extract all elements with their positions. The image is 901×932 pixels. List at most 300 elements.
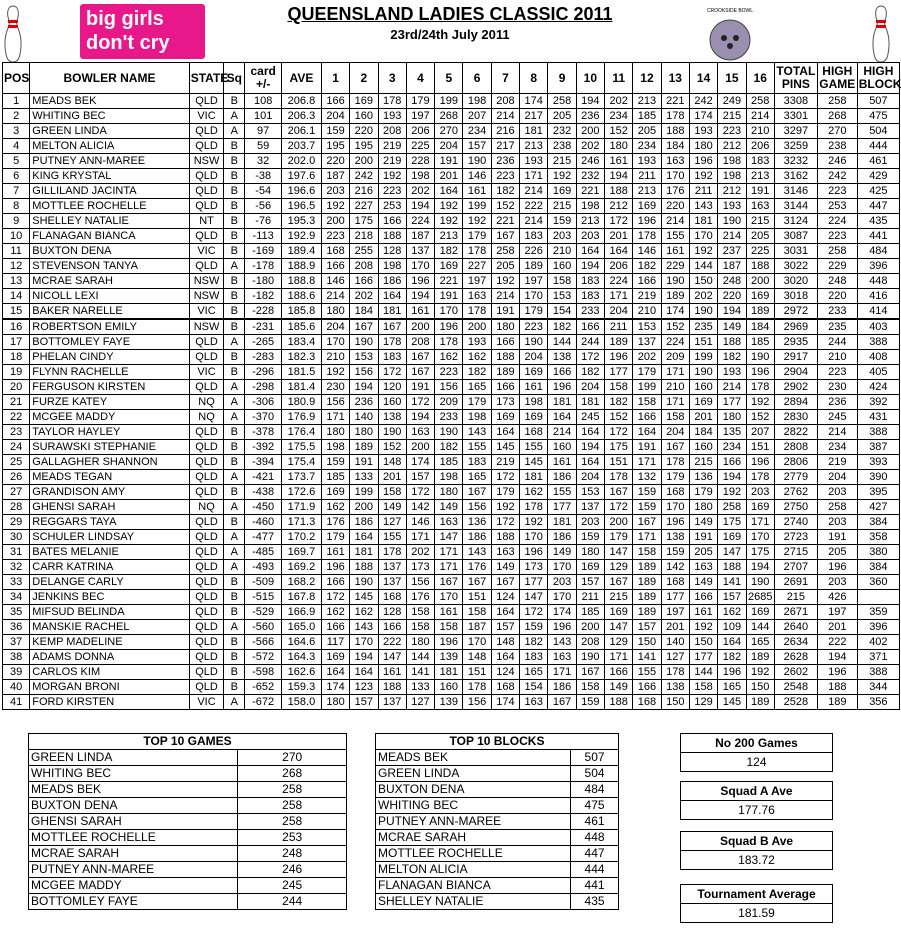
- table-cell: -515: [245, 590, 282, 605]
- table-cell: -485: [245, 545, 282, 560]
- table-cell: 192: [746, 395, 774, 410]
- table-cell: 189.4: [282, 244, 322, 259]
- table-cell: 2750: [774, 500, 817, 515]
- table-cell: 244: [817, 335, 857, 350]
- column-header: TOTAL PINS: [774, 63, 817, 94]
- table-cell: B: [224, 289, 245, 304]
- table-cell: 150: [689, 274, 717, 289]
- table-cell: 208: [378, 124, 406, 139]
- table-cell: 210: [817, 350, 857, 365]
- table-cell: 185: [633, 109, 661, 124]
- table-cell: 108: [245, 94, 282, 109]
- table-cell: 258: [491, 244, 519, 259]
- table-cell: 184: [689, 425, 717, 440]
- table-cell: 182: [548, 319, 576, 335]
- table-cell: 159: [548, 214, 576, 229]
- table-cell: 204: [520, 350, 548, 365]
- table-cell: 424: [857, 380, 899, 395]
- table-cell: 183: [378, 350, 406, 365]
- table-cell: 14: [3, 289, 30, 304]
- table-cell: 169: [548, 184, 576, 199]
- bowler-name-cell: CARLOS KIM: [30, 665, 189, 680]
- table-cell: 170: [435, 590, 463, 605]
- table-cell: 152: [661, 319, 689, 335]
- bowler-name-cell: MIFSUD BELINDA: [30, 605, 189, 620]
- score-cell: 244: [238, 894, 347, 910]
- table-cell: 194: [746, 560, 774, 575]
- table-cell: 258: [817, 244, 857, 259]
- table-cell: 192: [435, 199, 463, 214]
- list-item: [376, 766, 619, 782]
- table-row: [3, 319, 900, 335]
- table-cell: 152: [605, 410, 633, 425]
- table-cell: 145: [718, 695, 746, 710]
- table-cell: 136: [463, 515, 491, 530]
- bowler-name-cell: FORD KIRSTEN: [30, 695, 189, 710]
- table-cell: 155: [548, 485, 576, 500]
- table-cell: -296: [245, 365, 282, 380]
- table-cell: 154: [520, 680, 548, 695]
- table-cell: 200: [463, 319, 491, 335]
- table-cell: 187: [321, 169, 349, 184]
- table-cell: 204: [817, 470, 857, 485]
- table-cell: NQ: [189, 410, 224, 425]
- table-cell: 194: [718, 470, 746, 485]
- table-cell: 219: [633, 289, 661, 304]
- table-cell: -438: [245, 485, 282, 500]
- table-cell: 188: [491, 350, 519, 365]
- table-cell: 204: [605, 304, 633, 320]
- table-cell: 206.3: [282, 109, 322, 124]
- table-cell: B: [224, 229, 245, 244]
- table-cell: 167: [378, 319, 406, 335]
- table-cell: 137: [633, 335, 661, 350]
- table-cell: 181: [520, 124, 548, 139]
- table-cell: 151: [605, 455, 633, 470]
- table-cell: 416: [857, 289, 899, 304]
- table-cell: 179: [491, 485, 519, 500]
- table-cell: 193: [689, 124, 717, 139]
- table-cell: A: [224, 124, 245, 139]
- table-cell: 169: [520, 410, 548, 425]
- table-cell: 148: [491, 635, 519, 650]
- table-cell: 164.3: [282, 650, 322, 665]
- table-row: [3, 620, 900, 635]
- table-cell: 191: [406, 380, 434, 395]
- table-cell: -56: [245, 199, 282, 214]
- table-row: [3, 259, 900, 274]
- table-cell: 2969: [774, 319, 817, 335]
- table-cell: 177: [520, 575, 548, 590]
- table-header-row: [3, 63, 900, 94]
- bowler-name-cell: KING KRYSTAL: [30, 169, 189, 184]
- table-row: [3, 365, 900, 380]
- table-cell: 153: [633, 319, 661, 335]
- table-cell: 143: [463, 545, 491, 560]
- table-cell: 223: [817, 184, 857, 199]
- table-cell: 13: [3, 274, 30, 289]
- table-cell: 178: [378, 335, 406, 350]
- table-cell: 196: [718, 665, 746, 680]
- table-cell: 242: [350, 169, 378, 184]
- table-cell: 171: [633, 455, 661, 470]
- table-cell: 194: [718, 304, 746, 320]
- table-row: [3, 665, 900, 680]
- bowler-name-cell: FERGUSON KIRSTEN: [30, 380, 189, 395]
- table-cell: 27: [3, 485, 30, 500]
- table-cell: 135: [718, 425, 746, 440]
- table-cell: 138: [661, 680, 689, 695]
- table-cell: 234: [605, 109, 633, 124]
- table-cell: 194: [605, 169, 633, 184]
- column-header: 2: [350, 63, 378, 94]
- table-cell: 189: [817, 695, 857, 710]
- table-cell: 198: [321, 440, 349, 455]
- table-cell: 182: [718, 650, 746, 665]
- table-cell: 258: [746, 94, 774, 109]
- table-cell: 176: [661, 184, 689, 199]
- table-cell: 205: [548, 109, 576, 124]
- table-cell: -76: [245, 214, 282, 229]
- table-cell: 169: [746, 605, 774, 620]
- table-cell: B: [224, 244, 245, 259]
- table-cell: 186: [548, 680, 576, 695]
- table-cell: 138: [548, 350, 576, 365]
- table-cell: 196: [435, 635, 463, 650]
- table-cell: QLD: [189, 470, 224, 485]
- table-cell: 232: [576, 169, 604, 184]
- table-cell: 203: [321, 184, 349, 199]
- table-cell: 138: [378, 410, 406, 425]
- table-cell: 192: [689, 169, 717, 184]
- table-cell: -672: [245, 695, 282, 710]
- table-cell: 186: [463, 530, 491, 545]
- table-cell: 154: [548, 304, 576, 320]
- table-cell: 164: [491, 425, 519, 440]
- table-cell: 388: [857, 665, 899, 680]
- table-cell: 414: [857, 304, 899, 320]
- table-cell: 164: [718, 635, 746, 650]
- table-cell: 1: [3, 94, 30, 109]
- table-cell: 198: [406, 169, 434, 184]
- table-cell: 172: [321, 590, 349, 605]
- table-cell: 199: [350, 485, 378, 500]
- column-header: 1: [321, 63, 349, 94]
- table-cell: 151: [463, 590, 491, 605]
- table-cell: 169: [689, 395, 717, 410]
- table-cell: 3301: [774, 109, 817, 124]
- table-cell: 160: [350, 109, 378, 124]
- table-cell: B: [224, 304, 245, 320]
- table-cell: 233: [435, 410, 463, 425]
- table-cell: 213: [520, 139, 548, 154]
- table-cell: 237: [718, 244, 746, 259]
- table-cell: 195: [321, 139, 349, 154]
- bowler-name-cell: BAKER NARELLE: [30, 304, 189, 320]
- table-cell: B: [224, 139, 245, 154]
- table-row: [3, 425, 900, 440]
- table-cell: 190: [378, 425, 406, 440]
- table-cell: 188: [746, 259, 774, 274]
- table-cell: 200: [576, 124, 604, 139]
- table-cell: 393: [857, 455, 899, 470]
- table-cell: 221: [661, 94, 689, 109]
- table-cell: 196: [817, 560, 857, 575]
- table-cell: 8: [3, 199, 30, 214]
- table-cell: 194: [576, 440, 604, 455]
- table-cell: 165: [746, 635, 774, 650]
- table-cell: 161: [689, 605, 717, 620]
- table-cell: 507: [857, 94, 899, 109]
- table-cell: 168: [633, 695, 661, 710]
- bowler-name-cell: ADAMS DONNA: [30, 650, 189, 665]
- table-row: [3, 154, 900, 169]
- table-cell: 216: [350, 184, 378, 199]
- table-cell: 180: [689, 139, 717, 154]
- table-cell: 182.3: [282, 350, 322, 365]
- table-cell: 180: [350, 425, 378, 440]
- table-row: [3, 139, 900, 154]
- table-cell: 166: [718, 455, 746, 470]
- table-cell: -572: [245, 650, 282, 665]
- table-cell: 199: [463, 199, 491, 214]
- table-cell: 185.8: [282, 304, 322, 320]
- table-cell: 204: [321, 319, 349, 335]
- table-cell: 215: [774, 590, 817, 605]
- table-cell: 180: [491, 319, 519, 335]
- table-cell: 159: [661, 545, 689, 560]
- table-cell: 461: [857, 154, 899, 169]
- table-cell: 2779: [774, 470, 817, 485]
- table-cell: 181: [689, 214, 717, 229]
- table-cell: 179: [463, 395, 491, 410]
- table-cell: 169: [746, 500, 774, 515]
- table-cell: 189: [633, 575, 661, 590]
- table-cell: 188: [350, 560, 378, 575]
- table-cell: 3308: [774, 94, 817, 109]
- column-header: 14: [689, 63, 717, 94]
- table-cell: 9: [3, 214, 30, 229]
- table-cell: 429: [857, 169, 899, 184]
- table-cell: 161: [378, 665, 406, 680]
- bowler-name-cell: GREEN LINDA: [29, 750, 238, 766]
- table-cell: 117: [321, 635, 349, 650]
- table-cell: 232: [548, 124, 576, 139]
- table-cell: -477: [245, 530, 282, 545]
- table-row: [3, 545, 900, 560]
- table-cell: QLD: [189, 515, 224, 530]
- table-cell: 173.7: [282, 470, 322, 485]
- table-cell: 169: [633, 199, 661, 214]
- score-cell: 448: [571, 830, 619, 846]
- table-cell: 220: [350, 124, 378, 139]
- table-cell: 189: [633, 605, 661, 620]
- bowler-name-cell: PHELAN CINDY: [30, 350, 189, 365]
- table-cell: 167: [406, 365, 434, 380]
- table-cell: 226: [520, 244, 548, 259]
- table-cell: VIC: [189, 695, 224, 710]
- table-cell: 202.0: [282, 154, 322, 169]
- table-cell: 120: [378, 380, 406, 395]
- table-cell: 160: [548, 259, 576, 274]
- table-cell: 21: [3, 395, 30, 410]
- table-cell: QLD: [189, 620, 224, 635]
- table-cell: 183: [576, 274, 604, 289]
- table-cell: 167: [548, 695, 576, 710]
- table-cell: 206.1: [282, 124, 322, 139]
- table-cell: QLD: [189, 184, 224, 199]
- table-cell: 435: [857, 214, 899, 229]
- table-cell: 178: [661, 455, 689, 470]
- table-cell: 199: [689, 350, 717, 365]
- table-cell: 163: [406, 425, 434, 440]
- table-cell: 213: [746, 169, 774, 184]
- table-cell: 157: [463, 139, 491, 154]
- table-cell: 225: [746, 244, 774, 259]
- table-cell: 189: [746, 304, 774, 320]
- table-cell: 191: [689, 530, 717, 545]
- stat-value: 177.76: [681, 801, 833, 820]
- table-cell: 160: [435, 680, 463, 695]
- table-cell: -450: [245, 500, 282, 515]
- table-cell: QLD: [189, 169, 224, 184]
- table-cell: 188.8: [282, 274, 322, 289]
- table-cell: 360: [857, 575, 899, 590]
- table-cell: 258: [817, 500, 857, 515]
- table-cell: 3146: [774, 184, 817, 199]
- table-cell: 166: [321, 259, 349, 274]
- table-cell: 149: [548, 545, 576, 560]
- table-cell: 190: [435, 425, 463, 440]
- table-cell: 371: [857, 650, 899, 665]
- table-cell: QLD: [189, 635, 224, 650]
- table-cell: 169: [605, 605, 633, 620]
- table-cell: 142: [661, 560, 689, 575]
- table-cell: 149: [605, 680, 633, 695]
- table-cell: -598: [245, 665, 282, 680]
- table-cell: 223: [491, 169, 519, 184]
- table-cell: 211: [689, 184, 717, 199]
- stat-label: No 200 Games: [681, 734, 833, 753]
- table-cell: 388: [857, 425, 899, 440]
- table-cell: 186: [350, 515, 378, 530]
- table-cell: 405: [857, 365, 899, 380]
- table-cell: 15: [3, 304, 30, 320]
- table-cell: 164: [491, 605, 519, 620]
- table-cell: 153: [576, 485, 604, 500]
- table-row: [3, 470, 900, 485]
- table-cell: 59: [245, 139, 282, 154]
- table-cell: NT: [189, 214, 224, 229]
- table-cell: 204: [576, 380, 604, 395]
- list-item: [29, 766, 347, 782]
- table-cell: 202: [406, 545, 434, 560]
- table-cell: 167: [605, 485, 633, 500]
- table-cell: 166: [633, 680, 661, 695]
- table-cell: 164: [378, 289, 406, 304]
- table-cell: 156: [463, 500, 491, 515]
- score-cell: 461: [571, 814, 619, 830]
- table-cell: 168: [661, 575, 689, 590]
- table-cell: 198: [463, 94, 491, 109]
- table-cell: 205: [817, 545, 857, 560]
- table-cell: 167: [463, 575, 491, 590]
- bowler-name-cell: BUXTON DENA: [376, 782, 571, 798]
- score-cell: 270: [238, 750, 347, 766]
- table-cell: A: [224, 410, 245, 425]
- table-cell: -265: [245, 335, 282, 350]
- table-cell: 159: [321, 124, 349, 139]
- table-cell: -560: [245, 620, 282, 635]
- table-cell: 3020: [774, 274, 817, 289]
- table-cell: 166: [491, 335, 519, 350]
- column-header: 12: [633, 63, 661, 94]
- table-cell: 167: [661, 440, 689, 455]
- table-cell: -113: [245, 229, 282, 244]
- table-cell: 196: [689, 154, 717, 169]
- table-cell: 203: [746, 485, 774, 500]
- table-row: [3, 530, 900, 545]
- column-header: Sq: [224, 63, 245, 94]
- table-cell: 22: [3, 410, 30, 425]
- table-cell: 344: [857, 680, 899, 695]
- table-cell: 186: [548, 530, 576, 545]
- table-cell: 258: [817, 94, 857, 109]
- table-cell: 171: [633, 530, 661, 545]
- table-cell: 137: [378, 575, 406, 590]
- table-cell: 384: [857, 560, 899, 575]
- bowler-name-cell: STEVENSON TANYA: [30, 259, 189, 274]
- table-cell: B: [224, 605, 245, 620]
- table-cell: 157: [406, 470, 434, 485]
- table-cell: 179: [661, 470, 689, 485]
- table-cell: 182: [605, 395, 633, 410]
- table-cell: 253: [378, 199, 406, 214]
- table-cell: QLD: [189, 485, 224, 500]
- bowler-name-cell: MCRAE SARAH: [29, 846, 238, 862]
- table-cell: 196: [605, 350, 633, 365]
- table-cell: 160: [378, 395, 406, 410]
- table-cell: 192: [463, 214, 491, 229]
- table-cell: QLD: [189, 425, 224, 440]
- table-cell: 205: [633, 124, 661, 139]
- table-cell: 169: [491, 410, 519, 425]
- table-row: [3, 199, 900, 214]
- table-cell: 159.3: [282, 680, 322, 695]
- list-item: [376, 894, 619, 910]
- table-cell: 150: [746, 680, 774, 695]
- table-cell: 177: [689, 650, 717, 665]
- table-cell: -54: [245, 184, 282, 199]
- stat-value: 124: [681, 753, 833, 772]
- table-cell: 136: [689, 470, 717, 485]
- table-cell: 223: [520, 319, 548, 335]
- bowler-name-cell: BATES MELANIE: [30, 545, 189, 560]
- table-cell: 198: [378, 259, 406, 274]
- table-cell: 221: [491, 214, 519, 229]
- bowler-name-cell: DELANGE CARLY: [30, 575, 189, 590]
- table-cell: 153: [548, 289, 576, 304]
- table-cell: 192: [435, 214, 463, 229]
- bowler-name-cell: WHITING BEC: [376, 798, 571, 814]
- table-cell: 180: [689, 500, 717, 515]
- table-cell: 191: [350, 455, 378, 470]
- table-cell: 189: [633, 590, 661, 605]
- table-cell: 149: [689, 515, 717, 530]
- top-blocks-table: [375, 733, 619, 910]
- table-cell: 192: [746, 665, 774, 680]
- table-row: [3, 395, 900, 410]
